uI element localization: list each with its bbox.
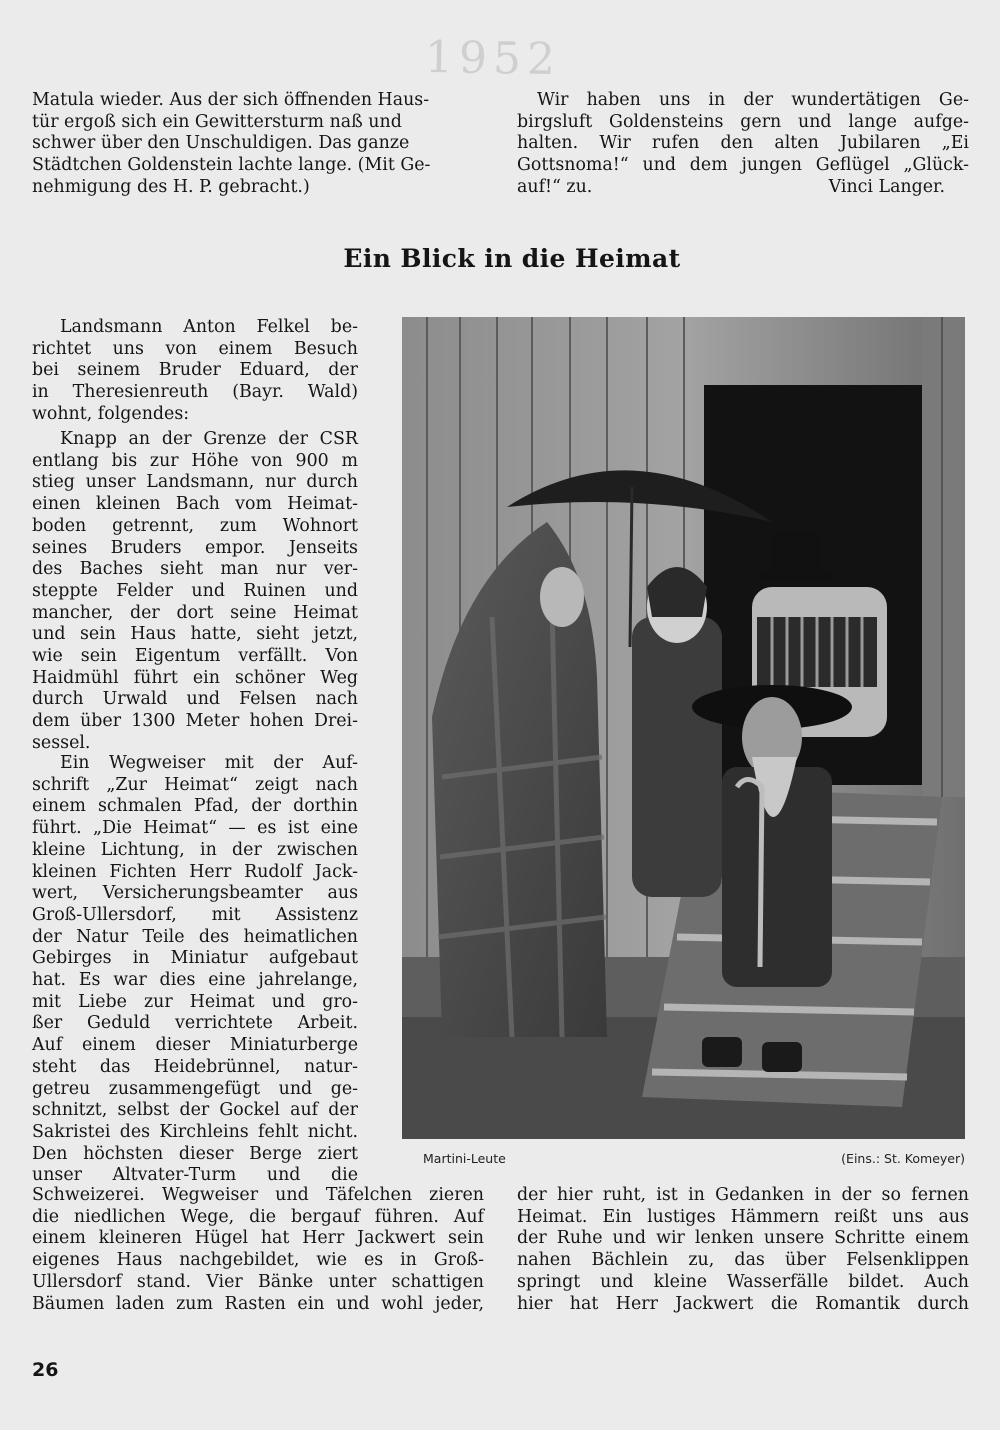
text-line: wohnt, folgendes: <box>32 403 190 424</box>
text-line: schwer über den Unschuldigen. Das ganze <box>32 133 410 154</box>
photo-credit: (Eins.: St. Komeyer) <box>841 1151 965 1166</box>
text-line: boden getrennt, zum Wohnort <box>32 515 358 536</box>
photo-martini-leute <box>402 317 965 1139</box>
text-line: Ullersdorf stand. Vier Bänke unter schattigen <box>32 1271 484 1292</box>
text-line: seines Bruders empor. Jenseits <box>32 537 358 558</box>
text-line: richtet uns von einem Besuch <box>32 338 358 359</box>
text-line: Bäumen laden zum Rasten ein und wohl jeder, <box>32 1293 484 1314</box>
text-line: auf!“ zu. <box>517 176 593 197</box>
text-line: der Ruhe und wir lenken unsere Schritte einem <box>517 1228 969 1249</box>
text-line: einem kleineren Hügel hat Herr Jackwert sein <box>32 1228 484 1249</box>
text-line: des Baches sieht man nur ver- <box>32 559 358 580</box>
intro-paragraph <box>32 317 358 426</box>
text-line: durch Urwald und Felsen nach <box>32 689 358 710</box>
text-line: dem über 1300 Meter hohen Drei- <box>32 711 358 732</box>
text-line: einen kleinen Bach vom Heimat- <box>32 494 358 515</box>
faint-year-stamp: 1952 <box>424 31 562 86</box>
text-line: hier hat Herr Jackwert die Romantik durch <box>517 1293 969 1314</box>
text-line: entlang bis zur Höhe von 900 m <box>32 450 358 471</box>
text-line: einem schmalen Pfad, der dorthin <box>32 796 358 817</box>
border-paragraph <box>32 429 358 755</box>
text-line: Städtchen Goldenstein lachte lange. (Mit Ge- <box>32 155 431 176</box>
text-line: führt. „Die Heimat“ — es ist eine <box>32 818 358 839</box>
text-line: Wir haben uns in der wundertätigen Ge- <box>537 90 969 110</box>
text-line: schrift „Zur Heimat“ zeigt nach <box>32 774 358 795</box>
page-number: 26 <box>32 1359 59 1381</box>
text-line: getreu zusammengefügt und ge- <box>32 1078 358 1099</box>
text-line: Auf einem dieser Miniaturberge <box>32 1035 358 1056</box>
text-line: in Theresienreuth (Bayr. Wald) <box>32 382 358 403</box>
text-line: Den höchsten dieser Berge ziert <box>32 1143 358 1164</box>
top-right-paragraph <box>517 90 969 199</box>
text-line: und sein Haus hatte, sieht jetzt, <box>32 624 358 645</box>
text-line: hat. Es war dies eine jahrelange, <box>32 970 358 991</box>
text-line: springt und kleine Wasserfälle bildet. Auch <box>517 1271 969 1292</box>
text-line: der Natur Teile des heimatlichen <box>32 926 358 947</box>
text-line: der hier ruht, ist in Gedanken in der so fernen <box>517 1185 969 1205</box>
text-line: wie sein Eigentum verfällt. Von <box>32 646 358 667</box>
text-line: schnitzt, selbst der Gockel auf der <box>32 1100 358 1121</box>
text-line: mit Liebe zur Heimat und gro- <box>32 991 358 1012</box>
text-line: Gottsnoma!“ und dem jungen Geflügel „Glück- <box>517 155 969 176</box>
text-line: Matula wieder. Aus der sich öffnenden Haus- <box>32 90 430 110</box>
text-line: Gebirges in Miniatur aufgebaut <box>32 948 358 969</box>
text-line: sessel. <box>32 732 91 753</box>
photo-image <box>402 317 965 1139</box>
text-line: bei seinem Bruder Eduard, der <box>32 360 358 381</box>
text-line: wert, Versicherungsbeamter aus <box>32 883 358 904</box>
text-line: stieg unser Landsmann, nur durch <box>32 472 358 493</box>
text-line: Haidmühl führt ein schöner Weg <box>32 667 358 688</box>
text-line: kleine Lichtung, in der zwischen <box>32 839 358 860</box>
text-line: birgsluft Goldensteins gern und lange aufge- <box>517 111 969 132</box>
text-line: tür ergoß sich ein Gewittersturm naß und <box>32 111 402 132</box>
top-left-paragraph <box>32 90 484 199</box>
signpost-paragraph <box>32 753 358 1187</box>
text-line: halten. Wir rufen den alten Jubilaren „Ei <box>517 133 969 154</box>
text-line: steht das Heidebrünnel, natur- <box>32 1056 358 1077</box>
bottom-right-paragraph <box>517 1185 969 1315</box>
text-line: ßer Geduld verrichtete Arbeit. <box>32 1013 358 1034</box>
article-title: Ein Blick in die Heimat <box>343 244 681 273</box>
text-line: eigenes Haus nachgebildet, wie es in Groß- <box>32 1250 484 1271</box>
text-line: Knapp an der Grenze der CSR <box>60 429 358 449</box>
text-line: nehmigung des H. P. gebracht.) <box>32 176 310 197</box>
photo-caption: Martini-Leute <box>423 1151 506 1166</box>
text-line: Landsmann Anton Felkel be- <box>60 317 358 337</box>
text-line: Schweizerei. Wegweiser und Täfelchen zieren <box>32 1185 484 1205</box>
text-line: Groß-Ullersdorf, mit Assistenz <box>32 904 358 925</box>
text-line: kleinen Fichten Herr Rudolf Jack- <box>32 861 358 882</box>
author-signature: Vinci Langer. <box>828 176 945 197</box>
text-line: die niedlichen Wege, die bergauf führen. Auf <box>32 1206 484 1227</box>
signature-line <box>517 177 969 199</box>
text-line: steppte Felder und Ruinen und <box>32 580 358 601</box>
text-line: Heimat. Ein lustiges Hämmern reißt uns aus <box>517 1206 969 1227</box>
text-line: Sakristei des Kirchleins fehlt nicht. <box>32 1121 358 1142</box>
text-line: unser Altvater-Turm und die <box>32 1165 358 1186</box>
bottom-left-paragraph <box>32 1185 484 1315</box>
text-line: mancher, der dort seine Heimat <box>32 602 358 623</box>
text-line: nahen Bächlein zu, das über Felsenklippen <box>517 1250 969 1271</box>
text-line: Ein Wegweiser mit der Auf- <box>60 753 358 773</box>
